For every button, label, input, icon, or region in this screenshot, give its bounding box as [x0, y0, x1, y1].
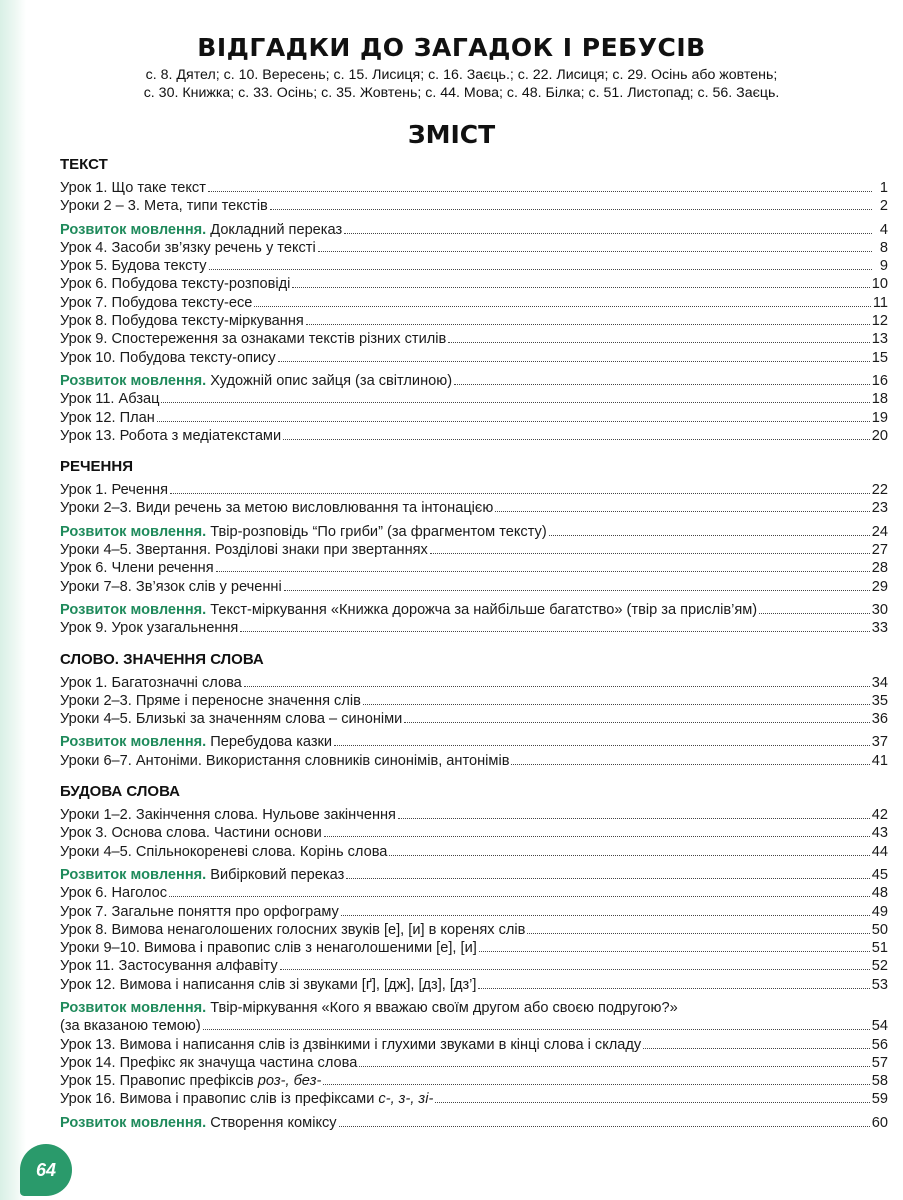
toc-entry-text: Урок 12. План	[60, 409, 155, 426]
dot-leader	[341, 903, 870, 916]
toc-entry[interactable]	[60, 275, 888, 293]
toc-entry[interactable]	[60, 330, 888, 348]
toc-page-number: 4	[879, 221, 888, 238]
toc-entry-italic: с-, з-, зі-	[378, 1091, 434, 1108]
dot-leader	[209, 257, 872, 270]
toc-page-number: 56	[871, 1036, 888, 1053]
dot-leader	[283, 427, 870, 440]
toc-entry[interactable]	[60, 239, 888, 257]
toc-entry-text: Уроки 9–10. Вимова і правопис слів з ненаголошеними [е], [и]	[60, 940, 477, 957]
toc-entry-title	[60, 752, 509, 770]
toc-page-number: 15	[871, 349, 888, 366]
toc-entry[interactable]	[60, 806, 888, 824]
toc-entry[interactable]	[60, 674, 888, 692]
toc-entry-text: Створення коміксу	[206, 1114, 337, 1131]
toc-entry[interactable]	[60, 481, 888, 499]
dot-leader	[643, 1036, 870, 1049]
toc-entry-text: Урок 1. Що таке текст	[60, 180, 206, 196]
dot-leader	[346, 866, 870, 879]
table-of-contents	[60, 155, 888, 1144]
toc-entry-title	[60, 843, 387, 861]
toc-entry[interactable]	[60, 409, 888, 427]
toc-entry-text: Урок 3. Основа слова. Частини основи	[60, 825, 322, 842]
toc-entry-title	[60, 903, 339, 921]
toc-entry-text: Уроки 2–3. Види речень за метою висловлювання та інтонацією	[60, 500, 494, 517]
speech-development-label: Розвиток мовлення.	[60, 372, 207, 389]
toc-entry[interactable]	[60, 499, 888, 517]
dot-leader	[216, 559, 870, 572]
toc-entry[interactable]	[60, 1090, 888, 1108]
toc-entry-text: Урок 5. Будова тексту	[60, 258, 207, 275]
toc-entry[interactable]	[60, 221, 888, 239]
speech-development-label: Розвиток мовлення.	[60, 601, 207, 618]
dot-leader	[454, 372, 870, 385]
speech-development-label: Розвиток мовлення.	[60, 734, 207, 751]
toc-entry-text: Твір-розповідь “По гриби” (за фрагментом тексту)	[206, 523, 547, 540]
toc-entry[interactable]	[60, 752, 888, 770]
toc-entry-title	[60, 330, 446, 348]
toc-entry-text: Урок 7. Загальне поняття про орфограму	[60, 903, 339, 920]
toc-entry-text: Текст-міркування «Книжка дорожча за найбільше багатство» (твір за прислів’ям)	[206, 601, 758, 618]
toc-page-number: 8	[879, 239, 888, 256]
toc-entry-title	[60, 294, 252, 312]
toc-entry[interactable]	[60, 866, 888, 884]
toc-entry-text: Урок 13. Робота з медіатекстами	[60, 427, 282, 444]
toc-page-number: 37	[871, 734, 888, 751]
toc-entry-text: Урок 15. Правопис префіксів	[60, 1073, 258, 1090]
toc-entry-title	[60, 559, 214, 577]
toc-entry-text: Урок 9. Урок узагальнення	[60, 620, 239, 637]
toc-entry-title	[60, 541, 428, 559]
toc-entry-text: Уроки 1–2. Закінчення слова. Нульове закінчення	[60, 807, 396, 824]
section-heading: БУДОВА СЛОВА	[60, 783, 180, 801]
toc-entry-text: Уроки 6–7. Антоніми. Використання словників синонімів, антонімів	[60, 752, 510, 769]
section-heading: РЕЧЕННЯ	[60, 458, 134, 476]
toc-entry-title	[60, 957, 278, 975]
dot-leader	[404, 710, 869, 723]
toc-entry-title	[60, 257, 207, 275]
toc-entry-title	[60, 409, 155, 427]
dot-leader	[170, 481, 870, 494]
toc-entry-text: Вибірковий переказ	[206, 866, 345, 883]
toc-entry[interactable]	[60, 523, 888, 541]
toc-entry-title	[60, 427, 281, 445]
toc-page-number: 57	[871, 1054, 888, 1071]
toc-page-number: 30	[871, 601, 888, 618]
toc-page-number: 54	[871, 1018, 888, 1035]
dot-leader	[511, 752, 869, 765]
dot-leader	[389, 843, 869, 856]
speech-development-label: Розвиток мовлення.	[60, 221, 207, 238]
toc-entry[interactable]	[60, 179, 888, 197]
toc-entry-text: Урок 1. Речення	[60, 482, 168, 499]
dot-leader	[203, 1017, 870, 1030]
toc-entry-title	[60, 221, 342, 239]
toc-page-number: 42	[871, 807, 888, 824]
toc-entry[interactable]	[60, 710, 888, 728]
toc-entry[interactable]	[60, 1114, 888, 1132]
toc-entry-text: Урок 1. Багатозначні слова	[60, 674, 242, 691]
toc-entry-text: Урок 16. Вимова і правопис слів із префіксами	[60, 1091, 379, 1108]
dot-leader	[478, 976, 869, 989]
page-number-badge: 64	[20, 1144, 72, 1196]
toc-entry-title	[60, 312, 304, 330]
toc-entry[interactable]	[60, 957, 888, 975]
decorative-side-band	[0, 0, 26, 1200]
toc-entry[interactable]	[60, 541, 888, 559]
toc-entry-title	[60, 1054, 357, 1072]
toc-entry-title	[60, 1072, 321, 1090]
toc-entry-text: Урок 11. Застосування алфавіту	[60, 958, 278, 975]
toc-entry-text: Твір-міркування «Кого я вважаю своїм другом або своєю подругою?»	[206, 999, 678, 1016]
toc-page-number: 41	[871, 752, 888, 769]
toc-entry[interactable]	[60, 999, 888, 1017]
toc-entry-italic: роз-, без-	[257, 1073, 322, 1090]
toc-entry-title	[60, 733, 332, 751]
toc-entry-text: Уроки 4–5. Спільнокореневі слова. Корінь слова	[60, 843, 388, 860]
toc-entry-text: (за вказаною темою)	[60, 1018, 201, 1035]
toc-page-number: 43	[871, 825, 888, 842]
toc-page-number: 10	[871, 276, 888, 293]
toc-page-number: 1	[879, 180, 888, 196]
dot-leader	[495, 499, 869, 512]
toc-entry-text: Уроки 4–5. Близькі за значенням слова – синоніми	[60, 711, 403, 728]
toc-entry-title	[60, 710, 402, 728]
toc-page-number: 58	[871, 1073, 888, 1090]
dot-leader	[270, 197, 872, 210]
dot-leader	[430, 541, 870, 554]
toc-page-number: 59	[871, 1091, 888, 1108]
toc-page-number: 13	[871, 331, 888, 348]
speech-development-label: Розвиток мовлення.	[60, 999, 207, 1016]
toc-entry[interactable]	[60, 349, 888, 367]
toc-page-number: 23	[871, 500, 888, 517]
toc-entry-text: Урок 10. Побудова тексту-опису	[60, 349, 276, 366]
answers-line-2: с. 30. Книжка; с. 33. Осінь; с. 35. Жовтень; с. 44. Мова; с. 48. Білка; с. 51. Листопад; с. 56. Заєць.	[143, 85, 780, 101]
section-heading: ТЕКСТ	[60, 156, 108, 173]
toc-entry-text: Урок 7. Побудова тексту-есе	[60, 294, 253, 311]
toc-section	[60, 782, 888, 1132]
dot-leader	[549, 523, 870, 536]
toc-entry[interactable]	[60, 427, 888, 445]
toc-page-number: 22	[871, 482, 888, 499]
toc-section	[60, 457, 888, 637]
toc-entry-title	[60, 349, 276, 367]
toc-entry-title	[60, 578, 282, 596]
toc-page-number: 34	[871, 674, 888, 691]
toc-entry-title	[60, 806, 396, 824]
toc-entry-title	[60, 390, 159, 408]
toc-entry-text: Уроки 2–3. Пряме і переносне значення слів	[60, 692, 361, 709]
toc-page-number: 16	[871, 372, 888, 389]
toc-page-number: 29	[871, 578, 888, 595]
toc-entry-text: Перебудова казки	[206, 734, 333, 751]
answers-title: ВІДГАДКИ ДО ЗАГАДОК І РЕБУСІВ	[197, 33, 706, 62]
dot-leader	[448, 330, 870, 343]
dot-leader	[398, 806, 870, 819]
toc-entry-title	[60, 1017, 201, 1035]
toc-entry-title	[60, 921, 525, 939]
toc-entry-title	[60, 1090, 433, 1108]
toc-entry[interactable]	[60, 733, 888, 751]
toc-page-number: 36	[871, 711, 888, 728]
toc-entry-title	[60, 999, 678, 1017]
toc-entry[interactable]	[60, 921, 888, 939]
toc-entry-title	[60, 372, 452, 390]
toc-entry-title	[60, 939, 477, 957]
dot-leader	[339, 1114, 870, 1127]
section-heading: СЛОВО. ЗНАЧЕННЯ СЛОВА	[60, 650, 264, 668]
dot-leader	[169, 884, 870, 897]
toc-entry[interactable]	[60, 1054, 888, 1072]
toc-entry-title	[60, 197, 268, 215]
dot-leader	[284, 578, 870, 591]
toc-entry-text: Уроки 2 – 3. Мета, типи текстів	[60, 198, 268, 215]
toc-entry[interactable]	[60, 312, 888, 330]
dot-leader	[334, 733, 870, 746]
toc-entry-title	[60, 481, 168, 499]
toc-page-number: 49	[871, 903, 888, 920]
toc-page-number: 48	[871, 885, 888, 902]
dot-leader	[344, 221, 872, 234]
toc-entry[interactable]	[60, 843, 888, 861]
toc-page-number: 53	[871, 976, 888, 993]
toc-entry[interactable]	[60, 619, 888, 637]
toc-page-number: 2	[879, 198, 888, 215]
toc-entry-text: Урок 9. Спостереження за ознаками текстів різних стилів	[60, 331, 447, 348]
toc-entry[interactable]	[60, 939, 888, 957]
toc-entry[interactable]	[60, 1017, 888, 1035]
toc-section	[60, 155, 888, 445]
toc-page-number: 18	[871, 391, 888, 408]
toc-entry-title	[60, 692, 361, 710]
toc-entry[interactable]	[60, 197, 888, 215]
toc-entry-title	[60, 275, 290, 293]
toc-entry-text: Урок 4. Засоби зв’язку речень у тексті	[60, 239, 316, 256]
toc-entry-title	[60, 866, 344, 884]
toc-entry-text: Урок 6. Наголос	[60, 885, 168, 902]
toc-entry[interactable]	[60, 692, 888, 710]
toc-entry-text: Урок 11. Абзац	[60, 391, 160, 408]
dot-leader	[363, 692, 870, 705]
toc-entry-text: Урок 8. Вимова ненаголошених голосних звуків [е], [и] в коренях слів	[60, 921, 526, 938]
toc-page-number: 50	[871, 921, 888, 938]
toc-page-number: 35	[871, 692, 888, 709]
toc-page-number: 19	[871, 409, 888, 426]
dot-leader	[527, 921, 869, 934]
toc-entry[interactable]	[60, 578, 888, 596]
toc-page-number: 9	[879, 258, 888, 275]
toc-entry-text: Урок 14. Префікс як значуща частина слова	[60, 1054, 358, 1071]
toc-page-number: 52	[871, 958, 888, 975]
toc-page-number: 12	[871, 313, 888, 330]
dot-leader	[278, 349, 870, 362]
dot-leader	[759, 601, 870, 614]
toc-page-number: 28	[871, 560, 888, 577]
speech-development-label: Розвиток мовлення.	[60, 1114, 207, 1131]
toc-page-number: 33	[871, 620, 888, 637]
toc-entry[interactable]	[60, 824, 888, 842]
toc-entry-text: Урок 6. Побудова тексту-розповіді	[60, 276, 291, 293]
toc-page-number: 27	[871, 542, 888, 559]
toc-entry[interactable]	[60, 601, 888, 619]
speech-development-label: Розвиток мовлення.	[60, 866, 207, 883]
toc-entry-title	[60, 824, 322, 842]
dot-leader	[292, 275, 869, 288]
toc-entry-text: Урок 12. Вимова і написання слів зі звуками [ґ], [дж], [дз], [дз’]	[60, 976, 477, 993]
toc-entry-title	[60, 884, 167, 902]
toc-entry[interactable]	[60, 976, 888, 994]
toc-entry-title	[60, 674, 242, 692]
dot-leader	[323, 1072, 869, 1085]
toc-entry[interactable]	[60, 257, 888, 275]
speech-development-label: Розвиток мовлення.	[60, 523, 207, 540]
toc-entry-title	[60, 1036, 641, 1054]
toc-entry-title	[60, 179, 206, 197]
toc-page-number: 60	[871, 1114, 888, 1131]
dot-leader	[318, 239, 872, 252]
dot-leader	[479, 939, 870, 952]
dot-leader	[161, 390, 869, 403]
toc-entry[interactable]	[60, 559, 888, 577]
toc-page-number: 44	[871, 843, 888, 860]
toc-page-number: 24	[871, 523, 888, 540]
toc-entry[interactable]	[60, 884, 888, 902]
dot-leader	[280, 957, 870, 970]
toc-entry-text: Урок 13. Вимова і написання слів із дзвінкими і глухими звуками в кінці слова і складу	[60, 1036, 642, 1053]
answers-text	[60, 66, 863, 102]
toc-entry-text: Уроки 7–8. Зв’язок слів у реченні	[60, 578, 282, 595]
toc-entry[interactable]	[60, 372, 888, 390]
toc-entry[interactable]	[60, 294, 888, 312]
dot-leader	[324, 824, 870, 837]
toc-entry[interactable]	[60, 903, 888, 921]
toc-page-number: 51	[871, 940, 888, 957]
dot-leader	[254, 294, 870, 307]
toc-entry[interactable]	[60, 1072, 888, 1090]
dot-leader	[244, 674, 870, 687]
toc-title: ЗМІСТ	[407, 120, 496, 149]
toc-entry-text: Урок 8. Побудова тексту-міркування	[60, 313, 304, 330]
toc-entry-title	[60, 976, 476, 994]
toc-page-number: 11	[872, 294, 888, 311]
toc-entry-title	[60, 1114, 337, 1132]
toc-entry-text: Урок 6. Члени речення	[60, 560, 214, 577]
dot-leader	[435, 1090, 869, 1103]
dot-leader	[306, 312, 870, 325]
dot-leader	[208, 179, 872, 192]
dot-leader	[240, 619, 869, 632]
toc-entry[interactable]	[60, 390, 888, 408]
answers-line-1: с. 8. Дятел; с. 10. Вересень; с. 15. Лисиця; с. 16. Заєць.; с. 22. Лисиця; с. 29. Осінь або жовтень;	[145, 67, 778, 83]
toc-entry-text: Уроки 4–5. Звертання. Розділові знаки при звертаннях	[60, 542, 428, 559]
toc-entry-text: Художній опис зайця (за світлиною)	[206, 372, 453, 389]
dot-leader	[359, 1054, 869, 1067]
toc-page-number: 45	[871, 866, 888, 883]
toc-entry-title	[60, 619, 238, 637]
toc-entry-title	[60, 523, 547, 541]
toc-entry[interactable]	[60, 1036, 888, 1054]
toc-section	[60, 650, 888, 770]
toc-entry-text: Докладний переказ	[206, 221, 343, 238]
toc-entry-title	[60, 499, 493, 517]
dot-leader	[157, 409, 870, 422]
toc-entry-title	[60, 601, 757, 619]
toc-page-number: 20	[871, 427, 888, 444]
toc-entry-title	[60, 239, 316, 257]
